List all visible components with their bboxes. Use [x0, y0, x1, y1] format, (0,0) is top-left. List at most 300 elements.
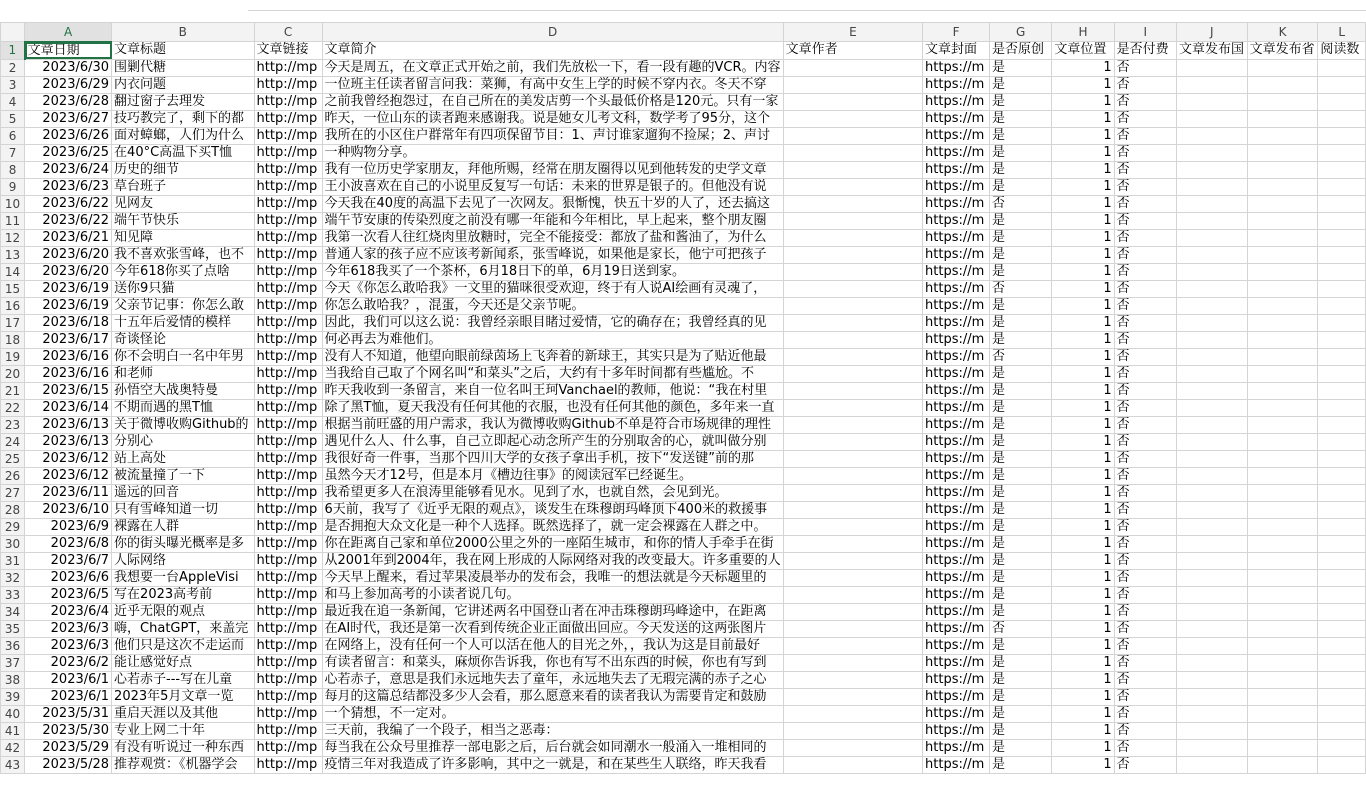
cell-i6[interactable]: 否	[1114, 127, 1176, 144]
cell-i20[interactable]: 否	[1114, 365, 1176, 382]
cell-d18[interactable]: 何必再去为难他们。	[322, 331, 783, 348]
cell-c21[interactable]: http://mp	[254, 382, 322, 399]
cell-i43[interactable]: 否	[1114, 756, 1176, 773]
cell-f31[interactable]: https://m	[923, 552, 990, 569]
cell-f1[interactable]: 文章封面	[923, 42, 990, 60]
cell-c26[interactable]: http://mp	[254, 467, 322, 484]
cell-k22[interactable]	[1247, 399, 1318, 416]
cell-b41[interactable]: 专业上网二十年	[112, 722, 255, 739]
cell-e16[interactable]	[783, 297, 922, 314]
cell-a41[interactable]: 2023/5/30	[25, 722, 112, 739]
cell-i36[interactable]: 否	[1114, 637, 1176, 654]
cell-h38[interactable]: 1	[1052, 671, 1114, 688]
cell-a4[interactable]: 2023/6/28	[25, 93, 112, 110]
cell-c23[interactable]: http://mp	[254, 416, 322, 433]
cell-k9[interactable]	[1247, 178, 1318, 195]
cell-j35[interactable]	[1176, 620, 1247, 637]
row-header[interactable]: 2	[1, 59, 25, 76]
cell-f28[interactable]: https://m	[923, 501, 990, 518]
cell-g3[interactable]: 是	[990, 76, 1052, 93]
cell-k17[interactable]	[1247, 314, 1318, 331]
row-header[interactable]: 4	[1, 93, 25, 110]
cell-a5[interactable]: 2023/6/27	[25, 110, 112, 127]
cell-i15[interactable]: 否	[1114, 280, 1176, 297]
cell-d23[interactable]: 根据当前旺盛的用户需求，我认为微博收购Github不单是符合市场规律的理性	[322, 416, 783, 433]
cell-b24[interactable]: 分别心	[112, 433, 255, 450]
cell-k27[interactable]	[1247, 484, 1318, 501]
cell-h3[interactable]: 1	[1052, 76, 1114, 93]
cell-f18[interactable]: https://m	[923, 331, 990, 348]
cell-i18[interactable]: 否	[1114, 331, 1176, 348]
cell-d26[interactable]: 虽然今天才12号，但是本月《槽边往事》的阅读冠军已经诞生。	[322, 467, 783, 484]
cell-a27[interactable]: 2023/6/11	[25, 484, 112, 501]
cell-d1[interactable]: 文章简介	[322, 42, 783, 60]
cell-a9[interactable]: 2023/6/23	[25, 178, 112, 195]
cell-i1[interactable]: 是否付费	[1114, 42, 1176, 60]
cell-d11[interactable]: 端午节安康的传染烈度之前没有哪一年能和今年相比，早上起来，整个朋友圈	[322, 212, 783, 229]
cell-c13[interactable]: http://mp	[254, 246, 322, 263]
cell-i11[interactable]: 否	[1114, 212, 1176, 229]
cell-h11[interactable]: 1	[1052, 212, 1114, 229]
cell-e1[interactable]: 文章作者	[783, 42, 922, 60]
cell-b2[interactable]: 围剿代糖	[112, 59, 255, 76]
cell-c19[interactable]: http://mp	[254, 348, 322, 365]
cell-l9[interactable]	[1318, 178, 1366, 195]
cell-j17[interactable]	[1176, 314, 1247, 331]
cell-j26[interactable]	[1176, 467, 1247, 484]
cell-b18[interactable]: 奇谈怪论	[112, 331, 255, 348]
cell-h6[interactable]: 1	[1052, 127, 1114, 144]
cell-g28[interactable]: 是	[990, 501, 1052, 518]
cell-e43[interactable]	[783, 756, 922, 773]
cell-j37[interactable]	[1176, 654, 1247, 671]
row-header[interactable]: 7	[1, 144, 25, 161]
cell-b40[interactable]: 重启天涯以及其他	[112, 705, 255, 722]
cell-a8[interactable]: 2023/6/24	[25, 161, 112, 178]
column-header-f[interactable]: F	[923, 23, 990, 42]
row-header[interactable]: 32	[1, 569, 25, 586]
cell-h39[interactable]: 1	[1052, 688, 1114, 705]
cell-a13[interactable]: 2023/6/20	[25, 246, 112, 263]
cell-l13[interactable]	[1318, 246, 1366, 263]
cell-h23[interactable]: 1	[1052, 416, 1114, 433]
cell-g8[interactable]: 是	[990, 161, 1052, 178]
cell-g16[interactable]: 是	[990, 297, 1052, 314]
cell-c37[interactable]: http://mp	[254, 654, 322, 671]
cell-e19[interactable]	[783, 348, 922, 365]
cell-g42[interactable]: 是	[990, 739, 1052, 756]
cell-g35[interactable]: 否	[990, 620, 1052, 637]
cell-h17[interactable]: 1	[1052, 314, 1114, 331]
cell-h5[interactable]: 1	[1052, 110, 1114, 127]
cell-d24[interactable]: 遇见什么人、什么事，自己立即起心动念所产生的分别取舍的心，就叫做分别	[322, 433, 783, 450]
cell-a40[interactable]: 2023/5/31	[25, 705, 112, 722]
cell-i9[interactable]: 否	[1114, 178, 1176, 195]
cell-l40[interactable]	[1318, 705, 1366, 722]
cell-k38[interactable]	[1247, 671, 1318, 688]
cell-b13[interactable]: 我不喜欢张雪峰，也不	[112, 246, 255, 263]
cell-c2[interactable]: http://mp	[254, 59, 322, 76]
cell-c14[interactable]: http://mp	[254, 263, 322, 280]
cell-i41[interactable]: 否	[1114, 722, 1176, 739]
cell-l5[interactable]	[1318, 110, 1366, 127]
cell-l10[interactable]	[1318, 195, 1366, 212]
cell-b20[interactable]: 和老师	[112, 365, 255, 382]
cell-h14[interactable]: 1	[1052, 263, 1114, 280]
cell-d27[interactable]: 我希望更多人在浪涛里能够看见水。见到了水，也就自然，会见到光。	[322, 484, 783, 501]
cell-e42[interactable]	[783, 739, 922, 756]
cell-j41[interactable]	[1176, 722, 1247, 739]
cell-i22[interactable]: 否	[1114, 399, 1176, 416]
cell-e7[interactable]	[783, 144, 922, 161]
cell-d39[interactable]: 每月的这篇总结都没多少人会看，那么愿意来看的读者我认为需要肯定和鼓励	[322, 688, 783, 705]
cell-c18[interactable]: http://mp	[254, 331, 322, 348]
cell-d34[interactable]: 最近我在追一条新闻，它讲述两名中国登山者在冲击珠穆朗玛峰途中，在距离	[322, 603, 783, 620]
cell-a6[interactable]: 2023/6/26	[25, 127, 112, 144]
cell-j5[interactable]	[1176, 110, 1247, 127]
cell-i7[interactable]: 否	[1114, 144, 1176, 161]
cell-f24[interactable]: https://m	[923, 433, 990, 450]
row-header[interactable]: 11	[1, 212, 25, 229]
cell-e18[interactable]	[783, 331, 922, 348]
row-header[interactable]: 14	[1, 263, 25, 280]
cell-b19[interactable]: 你不会明白一名中年男	[112, 348, 255, 365]
cell-d5[interactable]: 昨天，一位山东的读者跑来感谢我。说是她女儿考文科，数学考了95分，这个	[322, 110, 783, 127]
cell-j18[interactable]	[1176, 331, 1247, 348]
cell-c8[interactable]: http://mp	[254, 161, 322, 178]
cell-e39[interactable]	[783, 688, 922, 705]
cell-d30[interactable]: 你在距离自己家和单位2000公里之外的一座陌生城市，和你的情人手牵手在街	[322, 535, 783, 552]
cell-j22[interactable]	[1176, 399, 1247, 416]
cell-f27[interactable]: https://m	[923, 484, 990, 501]
cell-f20[interactable]: https://m	[923, 365, 990, 382]
column-header-j[interactable]: J	[1176, 23, 1247, 42]
cell-d4[interactable]: 之前我曾经抱怨过，在自己所在的美发店剪一个头最低价格是120元。只有一家	[322, 93, 783, 110]
cell-f15[interactable]: https://m	[923, 280, 990, 297]
cell-k3[interactable]	[1247, 76, 1318, 93]
cell-k14[interactable]	[1247, 263, 1318, 280]
column-header-a[interactable]: A	[25, 23, 112, 42]
cell-d10[interactable]: 今天我在40度的高温下去见了一次网友。狠惭愧，快五十岁的人了，还去搞这	[322, 195, 783, 212]
cell-h10[interactable]: 1	[1052, 195, 1114, 212]
cell-f29[interactable]: https://m	[923, 518, 990, 535]
cell-k19[interactable]	[1247, 348, 1318, 365]
cell-h22[interactable]: 1	[1052, 399, 1114, 416]
cell-j14[interactable]	[1176, 263, 1247, 280]
cell-k7[interactable]	[1247, 144, 1318, 161]
cell-c5[interactable]: http://mp	[254, 110, 322, 127]
cell-c24[interactable]: http://mp	[254, 433, 322, 450]
cell-e12[interactable]	[783, 229, 922, 246]
cell-k26[interactable]	[1247, 467, 1318, 484]
cell-b29[interactable]: 裸露在人群	[112, 518, 255, 535]
column-header-e[interactable]: E	[783, 23, 922, 42]
cell-a24[interactable]: 2023/6/13	[25, 433, 112, 450]
cell-e21[interactable]	[783, 382, 922, 399]
select-all-corner[interactable]	[1, 23, 25, 42]
cell-d28[interactable]: 6天前，我写了《近乎无限的观点》，谈发生在珠穆朗玛峰顶下400米的救援事	[322, 501, 783, 518]
cell-g6[interactable]: 是	[990, 127, 1052, 144]
cell-g33[interactable]: 是	[990, 586, 1052, 603]
cell-j33[interactable]	[1176, 586, 1247, 603]
cell-i30[interactable]: 否	[1114, 535, 1176, 552]
cell-g31[interactable]: 是	[990, 552, 1052, 569]
cell-h42[interactable]: 1	[1052, 739, 1114, 756]
cell-i42[interactable]: 否	[1114, 739, 1176, 756]
cell-g24[interactable]: 是	[990, 433, 1052, 450]
cell-i28[interactable]: 否	[1114, 501, 1176, 518]
cell-d7[interactable]: 一种购物分享。	[322, 144, 783, 161]
cell-j39[interactable]	[1176, 688, 1247, 705]
column-header-l[interactable]: L	[1318, 23, 1366, 42]
cell-b25[interactable]: 站上高处	[112, 450, 255, 467]
cell-l28[interactable]	[1318, 501, 1366, 518]
cell-i5[interactable]: 否	[1114, 110, 1176, 127]
cell-d6[interactable]: 我所在的小区住户群常年有四项保留节目：1、声讨谁家遛狗不捡屎；2、声讨	[322, 127, 783, 144]
cell-l20[interactable]	[1318, 365, 1366, 382]
cell-g9[interactable]: 是	[990, 178, 1052, 195]
cell-e14[interactable]	[783, 263, 922, 280]
column-header-g[interactable]: G	[990, 23, 1052, 42]
row-header[interactable]: 8	[1, 161, 25, 178]
cell-l19[interactable]	[1318, 348, 1366, 365]
row-header[interactable]: 26	[1, 467, 25, 484]
cell-h13[interactable]: 1	[1052, 246, 1114, 263]
cell-d32[interactable]: 今天早上醒来，看过苹果凌晨举办的发布会，我唯一的想法就是今天标题里的	[322, 569, 783, 586]
cell-h35[interactable]: 1	[1052, 620, 1114, 637]
cell-k39[interactable]	[1247, 688, 1318, 705]
cell-c29[interactable]: http://mp	[254, 518, 322, 535]
cell-d9[interactable]: 王小波喜欢在自己的小说里反复写一句话：未来的世界是银子的。但他没有说	[322, 178, 783, 195]
cell-c1[interactable]: 文章链接	[254, 42, 322, 60]
cell-i3[interactable]: 否	[1114, 76, 1176, 93]
cell-i21[interactable]: 否	[1114, 382, 1176, 399]
cell-l18[interactable]	[1318, 331, 1366, 348]
cell-i31[interactable]: 否	[1114, 552, 1176, 569]
cell-d35[interactable]: 在AI时代，我还是第一次看到传统企业正面做出回应。今天发送的这两张图片	[322, 620, 783, 637]
cell-k11[interactable]	[1247, 212, 1318, 229]
cell-j12[interactable]	[1176, 229, 1247, 246]
cell-a10[interactable]: 2023/6/22	[25, 195, 112, 212]
cell-c17[interactable]: http://mp	[254, 314, 322, 331]
cell-b32[interactable]: 我想要一台AppleVisi	[112, 569, 255, 586]
cell-a29[interactable]: 2023/6/9	[25, 518, 112, 535]
cell-i13[interactable]: 否	[1114, 246, 1176, 263]
cell-e8[interactable]	[783, 161, 922, 178]
cell-i39[interactable]: 否	[1114, 688, 1176, 705]
cell-h43[interactable]: 1	[1052, 756, 1114, 773]
cell-f11[interactable]: https://m	[923, 212, 990, 229]
cell-k12[interactable]	[1247, 229, 1318, 246]
cell-j1[interactable]: 文章发布国	[1176, 42, 1247, 60]
cell-l30[interactable]	[1318, 535, 1366, 552]
cell-d2[interactable]: 今天是周五，在文章正式开始之前，我们先放松一下，看一段有趣的VCR。内容	[322, 59, 783, 76]
cell-c40[interactable]: http://mp	[254, 705, 322, 722]
cell-h1[interactable]: 文章位置	[1052, 42, 1114, 60]
cell-f22[interactable]: https://m	[923, 399, 990, 416]
cell-b14[interactable]: 今年618你买了点啥	[112, 263, 255, 280]
cell-h24[interactable]: 1	[1052, 433, 1114, 450]
cell-i35[interactable]: 否	[1114, 620, 1176, 637]
cell-j24[interactable]	[1176, 433, 1247, 450]
cell-b39[interactable]: 2023年5月文章一览	[112, 688, 255, 705]
cell-e29[interactable]	[783, 518, 922, 535]
cell-a21[interactable]: 2023/6/15	[25, 382, 112, 399]
row-header[interactable]: 12	[1, 229, 25, 246]
cell-c11[interactable]: http://mp	[254, 212, 322, 229]
cell-j31[interactable]	[1176, 552, 1247, 569]
cell-h26[interactable]: 1	[1052, 467, 1114, 484]
cell-g11[interactable]: 是	[990, 212, 1052, 229]
cell-f19[interactable]: https://m	[923, 348, 990, 365]
cell-g39[interactable]: 是	[990, 688, 1052, 705]
cell-b34[interactable]: 近乎无限的观点	[112, 603, 255, 620]
row-header[interactable]: 5	[1, 110, 25, 127]
cell-e30[interactable]	[783, 535, 922, 552]
cell-c27[interactable]: http://mp	[254, 484, 322, 501]
cell-g15[interactable]: 否	[990, 280, 1052, 297]
cell-g7[interactable]: 是	[990, 144, 1052, 161]
cell-g1[interactable]: 是否原创	[990, 42, 1052, 60]
cell-i23[interactable]: 否	[1114, 416, 1176, 433]
cell-d31[interactable]: 从2001年到2004年，我在网上形成的人际网络对我的改变最大。许多重要的人	[322, 552, 783, 569]
cell-a19[interactable]: 2023/6/16	[25, 348, 112, 365]
cell-l39[interactable]	[1318, 688, 1366, 705]
cell-h33[interactable]: 1	[1052, 586, 1114, 603]
cell-c7[interactable]: http://mp	[254, 144, 322, 161]
cell-c30[interactable]: http://mp	[254, 535, 322, 552]
cell-i4[interactable]: 否	[1114, 93, 1176, 110]
cell-g10[interactable]: 否	[990, 195, 1052, 212]
cell-j25[interactable]	[1176, 450, 1247, 467]
cell-a33[interactable]: 2023/6/5	[25, 586, 112, 603]
cell-b11[interactable]: 端午节快乐	[112, 212, 255, 229]
cell-k28[interactable]	[1247, 501, 1318, 518]
cell-l17[interactable]	[1318, 314, 1366, 331]
row-header[interactable]: 33	[1, 586, 25, 603]
cell-l22[interactable]	[1318, 399, 1366, 416]
row-header[interactable]: 31	[1, 552, 25, 569]
cell-g18[interactable]: 是	[990, 331, 1052, 348]
cell-k4[interactable]	[1247, 93, 1318, 110]
cell-e2[interactable]	[783, 59, 922, 76]
cell-c41[interactable]: http://mp	[254, 722, 322, 739]
cell-a15[interactable]: 2023/6/19	[25, 280, 112, 297]
cell-j36[interactable]	[1176, 637, 1247, 654]
cell-a2[interactable]: 2023/6/30	[25, 59, 112, 76]
cell-e41[interactable]	[783, 722, 922, 739]
cell-a25[interactable]: 2023/6/12	[25, 450, 112, 467]
cell-b23[interactable]: 关于微博收购Github的	[112, 416, 255, 433]
cell-h32[interactable]: 1	[1052, 569, 1114, 586]
row-header[interactable]: 25	[1, 450, 25, 467]
cell-f32[interactable]: https://m	[923, 569, 990, 586]
row-header[interactable]: 37	[1, 654, 25, 671]
cell-a18[interactable]: 2023/6/17	[25, 331, 112, 348]
cell-d12[interactable]: 我第一次看人往红烧肉里放糖时，完全不能接受：都放了盐和酱油了，为什么	[322, 229, 783, 246]
cell-a22[interactable]: 2023/6/14	[25, 399, 112, 416]
cell-a16[interactable]: 2023/6/19	[25, 297, 112, 314]
cell-k42[interactable]	[1247, 739, 1318, 756]
row-header[interactable]: 10	[1, 195, 25, 212]
cell-a32[interactable]: 2023/6/6	[25, 569, 112, 586]
cell-e10[interactable]	[783, 195, 922, 212]
cell-b12[interactable]: 知见障	[112, 229, 255, 246]
row-header[interactable]: 38	[1, 671, 25, 688]
cell-b7[interactable]: 在40°C高温下买T恤	[112, 144, 255, 161]
cell-e17[interactable]	[783, 314, 922, 331]
row-header[interactable]: 24	[1, 433, 25, 450]
cell-a39[interactable]: 2023/6/1	[25, 688, 112, 705]
cell-d43[interactable]: 疫情三年对我造成了许多影响，其中之一就是，和在某些生人联络，昨天我看	[322, 756, 783, 773]
row-header[interactable]: 6	[1, 127, 25, 144]
cell-c20[interactable]: http://mp	[254, 365, 322, 382]
cell-b6[interactable]: 面对蟑螂，人们为什么	[112, 127, 255, 144]
row-header[interactable]: 40	[1, 705, 25, 722]
cell-h34[interactable]: 1	[1052, 603, 1114, 620]
cell-b28[interactable]: 只有雪峰知道一切	[112, 501, 255, 518]
cell-e36[interactable]	[783, 637, 922, 654]
cell-h29[interactable]: 1	[1052, 518, 1114, 535]
cell-j2[interactable]	[1176, 59, 1247, 76]
cell-d41[interactable]: 三天前，我编了一个段子，相当之恶毒：	[322, 722, 783, 739]
cell-k37[interactable]	[1247, 654, 1318, 671]
cell-g14[interactable]: 是	[990, 263, 1052, 280]
cell-a35[interactable]: 2023/6/3	[25, 620, 112, 637]
cell-j28[interactable]	[1176, 501, 1247, 518]
cell-i2[interactable]: 否	[1114, 59, 1176, 76]
cell-e4[interactable]	[783, 93, 922, 110]
cell-d25[interactable]: 我很好奇一件事，当那个四川大学的女孩子拿出手机，按下“发送键”前的那	[322, 450, 783, 467]
cell-g26[interactable]: 是	[990, 467, 1052, 484]
cell-k32[interactable]	[1247, 569, 1318, 586]
cell-l38[interactable]	[1318, 671, 1366, 688]
cell-d21[interactable]: 昨天我收到一条留言，来自一位名叫王珂Vanchael的教师，他说：“我在村里	[322, 382, 783, 399]
cell-c22[interactable]: http://mp	[254, 399, 322, 416]
cell-f17[interactable]: https://m	[923, 314, 990, 331]
cell-f34[interactable]: https://m	[923, 603, 990, 620]
cell-f35[interactable]: https://m	[923, 620, 990, 637]
column-header-c[interactable]: C	[254, 23, 322, 42]
cell-l4[interactable]	[1318, 93, 1366, 110]
cell-a17[interactable]: 2023/6/18	[25, 314, 112, 331]
cell-j34[interactable]	[1176, 603, 1247, 620]
cell-k13[interactable]	[1247, 246, 1318, 263]
cell-b9[interactable]: 草台班子	[112, 178, 255, 195]
cell-g5[interactable]: 是	[990, 110, 1052, 127]
cell-e23[interactable]	[783, 416, 922, 433]
cell-b10[interactable]: 见网友	[112, 195, 255, 212]
cell-i14[interactable]: 否	[1114, 263, 1176, 280]
cell-e6[interactable]	[783, 127, 922, 144]
cell-h19[interactable]: 1	[1052, 348, 1114, 365]
cell-b17[interactable]: 十五年后爱情的模样	[112, 314, 255, 331]
cell-k33[interactable]	[1247, 586, 1318, 603]
cell-i34[interactable]: 否	[1114, 603, 1176, 620]
cell-h12[interactable]: 1	[1052, 229, 1114, 246]
cell-l24[interactable]	[1318, 433, 1366, 450]
cell-i32[interactable]: 否	[1114, 569, 1176, 586]
cell-h37[interactable]: 1	[1052, 654, 1114, 671]
cell-i8[interactable]: 否	[1114, 161, 1176, 178]
cell-d22[interactable]: 除了黑T恤，夏天我没有任何其他的衣服，也没有任何其他的颜色，多年来一直	[322, 399, 783, 416]
cell-f30[interactable]: https://m	[923, 535, 990, 552]
cell-k24[interactable]	[1247, 433, 1318, 450]
cell-c38[interactable]: http://mp	[254, 671, 322, 688]
cell-h41[interactable]: 1	[1052, 722, 1114, 739]
cell-a20[interactable]: 2023/6/16	[25, 365, 112, 382]
cell-a42[interactable]: 2023/5/29	[25, 739, 112, 756]
